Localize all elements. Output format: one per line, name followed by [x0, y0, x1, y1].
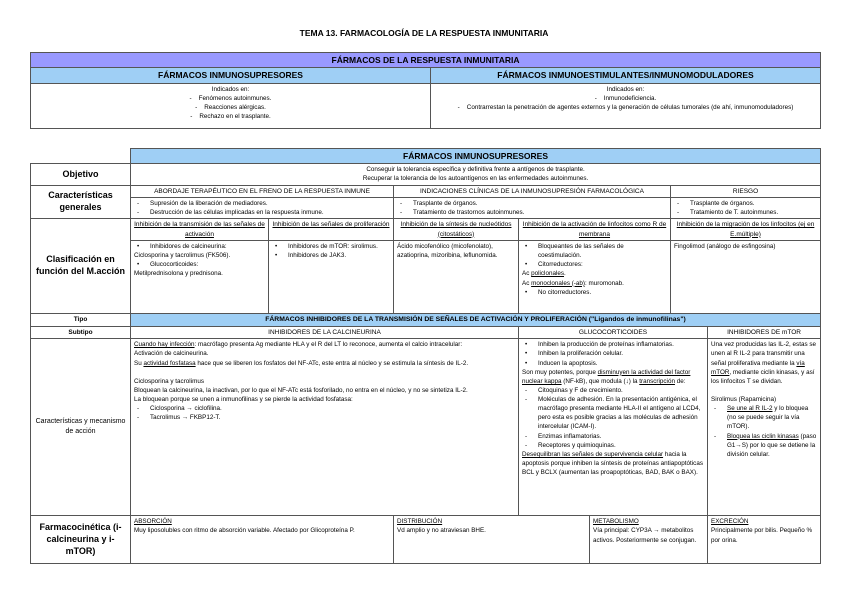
list-item: - Rechazo en el trasplante. [190, 113, 271, 120]
caract-riesgo: - Trasplante de órganos. - Tratamiento de T. autoinmunes. [671, 197, 821, 218]
row-label-tipo: Tipo [31, 314, 131, 327]
clasif-head-3: Inhibición de la síntesis de nucleótidos (citostáticos) [394, 219, 519, 241]
list-item: - Reacciones alérgicas. [195, 103, 266, 111]
clasif-col-2: • Inhibidores de mTOR: sirolimus. • Inhibidores de JAK3. [269, 241, 394, 314]
clasif-col-1: • Inhibidores de calcineurina: Ciclosporina y tacrolimus (FK506). • Glucocorticoides: Metilprednisolona y prednisona. [131, 241, 269, 314]
list-item: - Contrarrestan la penetración de agentes externos y la generación de células tumorales (de ahí, inmunomoduladores) [457, 103, 794, 111]
list-item: - Inmunodeficiencia. [594, 94, 657, 102]
overview-header: FÁRMACOS DE LA RESPUESTA INMUNITARIA [31, 53, 821, 68]
row-label-farmacocinetica: Farmacocinética (i-calcineurina y i-mTOR) [31, 516, 131, 564]
row-label-clasificacion: Clasificación en función del M.acción [31, 219, 131, 314]
clasif-col-3: Ácido micofenólico (micofenolato), azatioprina, mizoribina, leflunomida. [394, 241, 519, 314]
subtipo-mtor: INHIBIDORES DE mTOR [708, 326, 821, 338]
immunosuppressors-header: FÁRMACOS INMUNOSUPRESORES [31, 68, 431, 83]
caract-indicaciones: - Trasplante de órganos. - Tratamiento de trastornos autoinmunes. [394, 197, 671, 218]
caract-head-indicaciones: INDICACIONES CLÍNICAS DE LA INMUNOSUPRESIÓN FARMACOLÓGICA [394, 185, 671, 197]
mecanismo-calcineurina: Cuando hay infección: macrófago presenta Ag mediante HLA y el R del LT lo reconoce, aumenta el calcio intracelular: Activación de calcineurina. Su actividad fosfatasa hace que se liberen los fosfatos del NF-ATc, este entra al núcleo y se estimula la síntesis de IL-2. Ciclosporina y tacrolimus Bloquean la calcineurina, la inactivan, por lo que el NF-ATc está fosforilado, no entra en el núcleo, y no se sintetiza IL-2. La bloquean porque se unen a inmunofilinas y se pierde la actividad fosfatasa: - Ciclosporina → ciclofilina. - Tacrolimus → FKBP12-T. [131, 339, 519, 516]
page-title: TEMA 13. FARMACOLOGÍA DE LA RESPUESTA INMUNITARIA [299, 28, 549, 38]
caract-abordaje: - Supresión de la liberación de mediadores. - Destrucción de las células implicadas en la respuesta inmune. [131, 197, 394, 218]
row-label-subtipo: Subtipo [31, 326, 131, 338]
row-label-objetivo: Objetivo [31, 164, 131, 185]
immunosuppressors-indications [31, 83, 431, 128]
main-header: FÁRMACOS INMUNOSUPRESORES [131, 149, 821, 164]
pk-distribucion: DISTRIBUCIÓN Vd amplio y no atraviesan BHE. [394, 516, 590, 564]
mecanismo-mtor: Una vez producidas las IL-2, estas se unen al R IL-2 para transmitir una señal proliferativa mediante la vía mTOR, mediante ciclin kinasas, y así los linfocitos T se dividan. Sirolimus (Rapamicina) - Se une al R IL-2 y lo bloquea (no se puede seguir la vía mTOR). - Bloquea las ciclin kinasas (paso G1→S) por lo que se detiene la división celular. [708, 339, 821, 516]
clasif-head-4: Inhibición de la activación de linfocitos como R de membrana [519, 219, 671, 241]
subtipo-calcineurina: INHIBIDORES DE LA CALCINEURINA [131, 326, 519, 338]
caract-head-abordaje: ABORDAJE TERAPÉUTICO EN EL FRENO DE LA RESPUESTA INMUNE [131, 185, 394, 197]
clasif-col-4: • Bloqueantes de las señales de coestimulación. • Citorreductores: Ac policlonales. Ac monoclonales (-ab): muromonab. • No citorreductores. [519, 241, 671, 314]
clasif-head-5: Inhibición de la migración de los linfocitos (ej en E.múltiple) [671, 219, 821, 241]
immunostimulants-header: FÁRMACOS INMUNOESTIMULANTES/INMUNOMODULADORES [431, 68, 821, 83]
intro: Indicados en: [606, 85, 645, 93]
clasif-col-5: Fingolimod (análogo de esfingosina) [671, 241, 821, 314]
pk-excrecion: EXCRECIÓN Principalmente por bilis. Pequeño % por orina. [708, 516, 821, 564]
immunostimulants-indications [431, 83, 821, 128]
pk-metabolismo: METABOLISMO Vía principal: CYP3A → metabolitos activos. Posteriormente se conjugan. [590, 516, 708, 564]
overview-table [30, 52, 821, 129]
list-item: - Fenómenos autoinmunes. [189, 94, 272, 102]
tipo-value: FÁRMACOS INHIBIDORES DE LA TRANSMISIÓN DE SEÑALES DE ACTIVACIÓN Y PROLIFERACIÓN ("Ligandos de inmunofilinas") [131, 314, 821, 327]
clasif-head-1: Inhibición de la transmisión de las señales de activación [131, 219, 269, 241]
immunosuppressors-table [30, 148, 821, 564]
intro: Indicados en: [211, 85, 250, 93]
subtipo-glucocorticoides: GLUCOCORTICOIDES [519, 326, 708, 338]
row-label-caracteristicas: Características generales [31, 185, 131, 219]
caract-head-riesgo: RIESGO [671, 185, 821, 197]
pk-absorcion: ABSORCIÓN Muy liposolubles con ritmo de absorción variable. Afectado por Glicoproteína P. [131, 516, 394, 564]
clasif-head-2: Inhibición de las señales de proliferación [269, 219, 394, 241]
row-label-mecanismo: Características y mecanismo de acción [31, 339, 131, 516]
mecanismo-glucocorticoides: • Inhiben la producción de proteínas inflamatorias. • Inhiben la proliferación celular. • Inducen la apoptosis. Son muy potentes, porque disminuyen la actividad del factor nuclear kappa (NF-kB), que modula (↓) la transcripción de: - Citoquinas y F de crecimiento. - Moléculas de adhesión. En la presentación antigénica, el macrófago presenta mediante HLA-II el antígeno al LCD4, pero esta es posible gracias a las moléculas de adhesión intercelular (ICAM-I). - Enzimas inflamatorias. - Receptores y quimioquinas. Desequilibran las señales de supervivencia celular hacia la apoptosis porque inhiben la síntesis de proteínas antiapoptóticas BCL y BCLX (aumentan las proapoptóticas, BAD, BAK o BAX). [519, 339, 708, 516]
objetivo-text: Conseguir la tolerancia específica y definitiva frente a antígenos de trasplante. Recuperar la tolerancia de los autoantígenos en las enfermedades autoinmunes. [131, 164, 821, 185]
